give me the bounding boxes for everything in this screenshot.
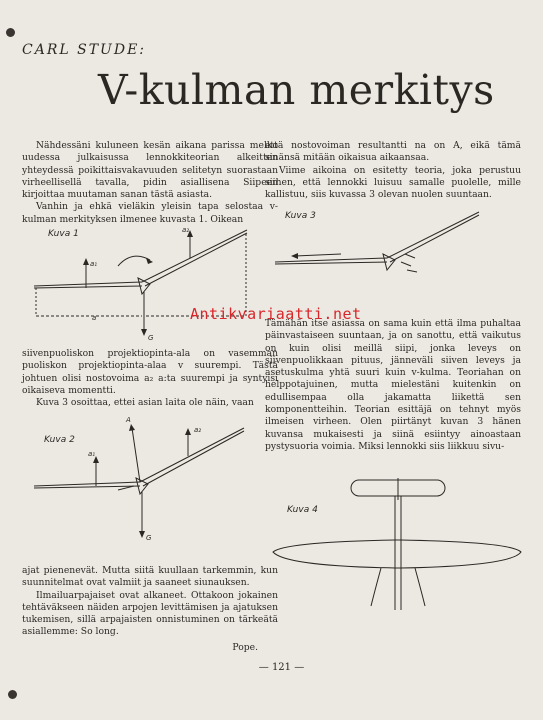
page-title: V-kulman merkitys [98, 66, 495, 114]
figure-kuva-4 [265, 470, 525, 620]
force-label-a2: a₂ [194, 426, 202, 434]
airflow-curve [415, 568, 425, 606]
slip-arrowhead [291, 253, 298, 259]
slip-arrow [295, 254, 341, 256]
wing-left [275, 258, 387, 262]
wing-left-lower [34, 486, 140, 488]
dimension-label: a [92, 314, 97, 322]
wing-right [140, 428, 244, 482]
binding-hole-bottom [8, 690, 17, 699]
fuselage [138, 278, 150, 294]
right-column-mid [265, 318, 521, 453]
page-number: — 121 — [258, 662, 305, 673]
wing-left-lower [34, 286, 142, 288]
figure-label: Kuva 4 [287, 505, 318, 515]
figure-kuva-3 [265, 200, 521, 300]
force-label-a1: a₁ [88, 450, 96, 458]
airflow-line [407, 270, 417, 272]
resultant-label: A [126, 416, 131, 424]
paragraph: siivenpuoliskon projektiopinta-ala on vasemman puoliskon projektiopinta-alaa v suurempi. Tästä johtuen olisi nostovoima a₂ a:ta suurempi ja syntyisi oikaiseva momentti. [22, 348, 278, 396]
paragraph: Ilmailuarpajaiset ovat alkaneet. Ottakoon jokainen tehtäväkseen näiden arpojen levittämisen ja ajatuksen tukemisen, sillä arpajaisten onnistuminen on tärkeätä asiallemme: So long. [22, 589, 278, 638]
wing-left [34, 482, 140, 486]
right-column-top [265, 140, 521, 201]
gravity-label: G [146, 534, 152, 542]
paragraph: Tämähän itse asiassa on sama kuin että ilma puhaltaa päinvastaiseen suuntaan, ja on sanottu, että vaikutus on kuin olisi meillä siipi, jonka leveys on siivenpuolikkaan pituus, jänneväli siiven leveys ja asetuskulma yhtä suuri kuin v-kulma. Teoriahan on helppotajuinen, mutta mielestäni kuitenkin on edullisempaa olla jakamatta liikettä sen komponentteihin. Teorian esittäjä on tehnyt myös ilmeisen virheen. Olen piirtänyt kuvan 3 hänen kuvansa mukaisesti ja siinä esiintyy ainoastaan pystysuoria voimia. Miksi lennokki siis liikkuu sivu- [265, 318, 521, 452]
figure-label: Kuva 3 [285, 211, 316, 221]
paragraph: Viime aikoina on esitetty teoria, joka perustuu siihen, että lennokki luisuu samalle puolelle, mille kallistuu, siis kuvassa 3 olevan nuolen suuntaan. [265, 164, 521, 201]
figure-label: Kuva 2 [44, 435, 75, 445]
gravity-arrowhead [139, 531, 145, 538]
wing-right [142, 230, 247, 282]
rotation-arrowhead [146, 258, 153, 264]
airflow-line [405, 254, 415, 258]
wing-planform [273, 540, 521, 568]
wing-right-lower [390, 215, 479, 262]
force-label-a1: a₁ [90, 260, 98, 268]
figure-kuva-2 [22, 410, 278, 550]
airflow-line [401, 262, 411, 266]
watermark: Antikvariaatti.net [190, 305, 362, 323]
figure-kuva-1 [22, 220, 278, 348]
force-a1-arrowhead [83, 258, 89, 265]
gravity-arrowhead [141, 329, 147, 336]
wing-right-lower [143, 431, 244, 486]
wing-right [387, 212, 479, 258]
paragraph: Nähdessäni kuluneen kesän aikana parissa melko uudessa julkaisussa lennokkiteorian alkeitten yhteydessä poikittaisvakavuuden selitetyn suorastaan virheellisellä tavalla, pidin asiallisena Siipeen kirjoittaa muutaman sanan tästä asiasta. [22, 140, 278, 201]
left-column-bottom [22, 565, 278, 654]
wing-left-lower [275, 262, 387, 264]
fuselage [383, 254, 395, 270]
figure-label: Kuva 1 [48, 229, 79, 239]
gravity-label: G [148, 334, 154, 342]
author-byline: CARL STUDE: [22, 42, 146, 58]
wing-right-lower [145, 233, 247, 286]
paragraph: että nostovoiman resultantti na on A, eikä tämä sinänsä mitään oikaisua aikaansaa. [265, 140, 521, 164]
paragraph: Kuva 3 osoittaa, ettei asian laita ole näin, vaan [36, 397, 254, 409]
force-a2-arrowhead [185, 428, 191, 435]
resultant-arrowhead [129, 424, 135, 431]
signature: Pope. [232, 641, 258, 653]
wing-left [34, 282, 142, 286]
resultant-arrow [132, 428, 140, 482]
paragraph: Vanhin ja ehkä vieläkin yleisin tapa selostaa v-kulman merkityksen ilmenee kuvasta 1. Oikean [22, 201, 278, 225]
force-label-a2: a₂ [182, 226, 190, 234]
left-column-top [22, 140, 278, 226]
binding-hole-top [6, 28, 15, 37]
left-column-mid [22, 348, 278, 409]
paragraph: ajat pienenevät. Mutta siitä kuullaan tarkemmin, kun suunnitelmat ovat valmiit ja saaneet siunauksen. [22, 565, 278, 589]
rotation-arrow [118, 256, 150, 266]
airflow-curve [371, 568, 381, 606]
